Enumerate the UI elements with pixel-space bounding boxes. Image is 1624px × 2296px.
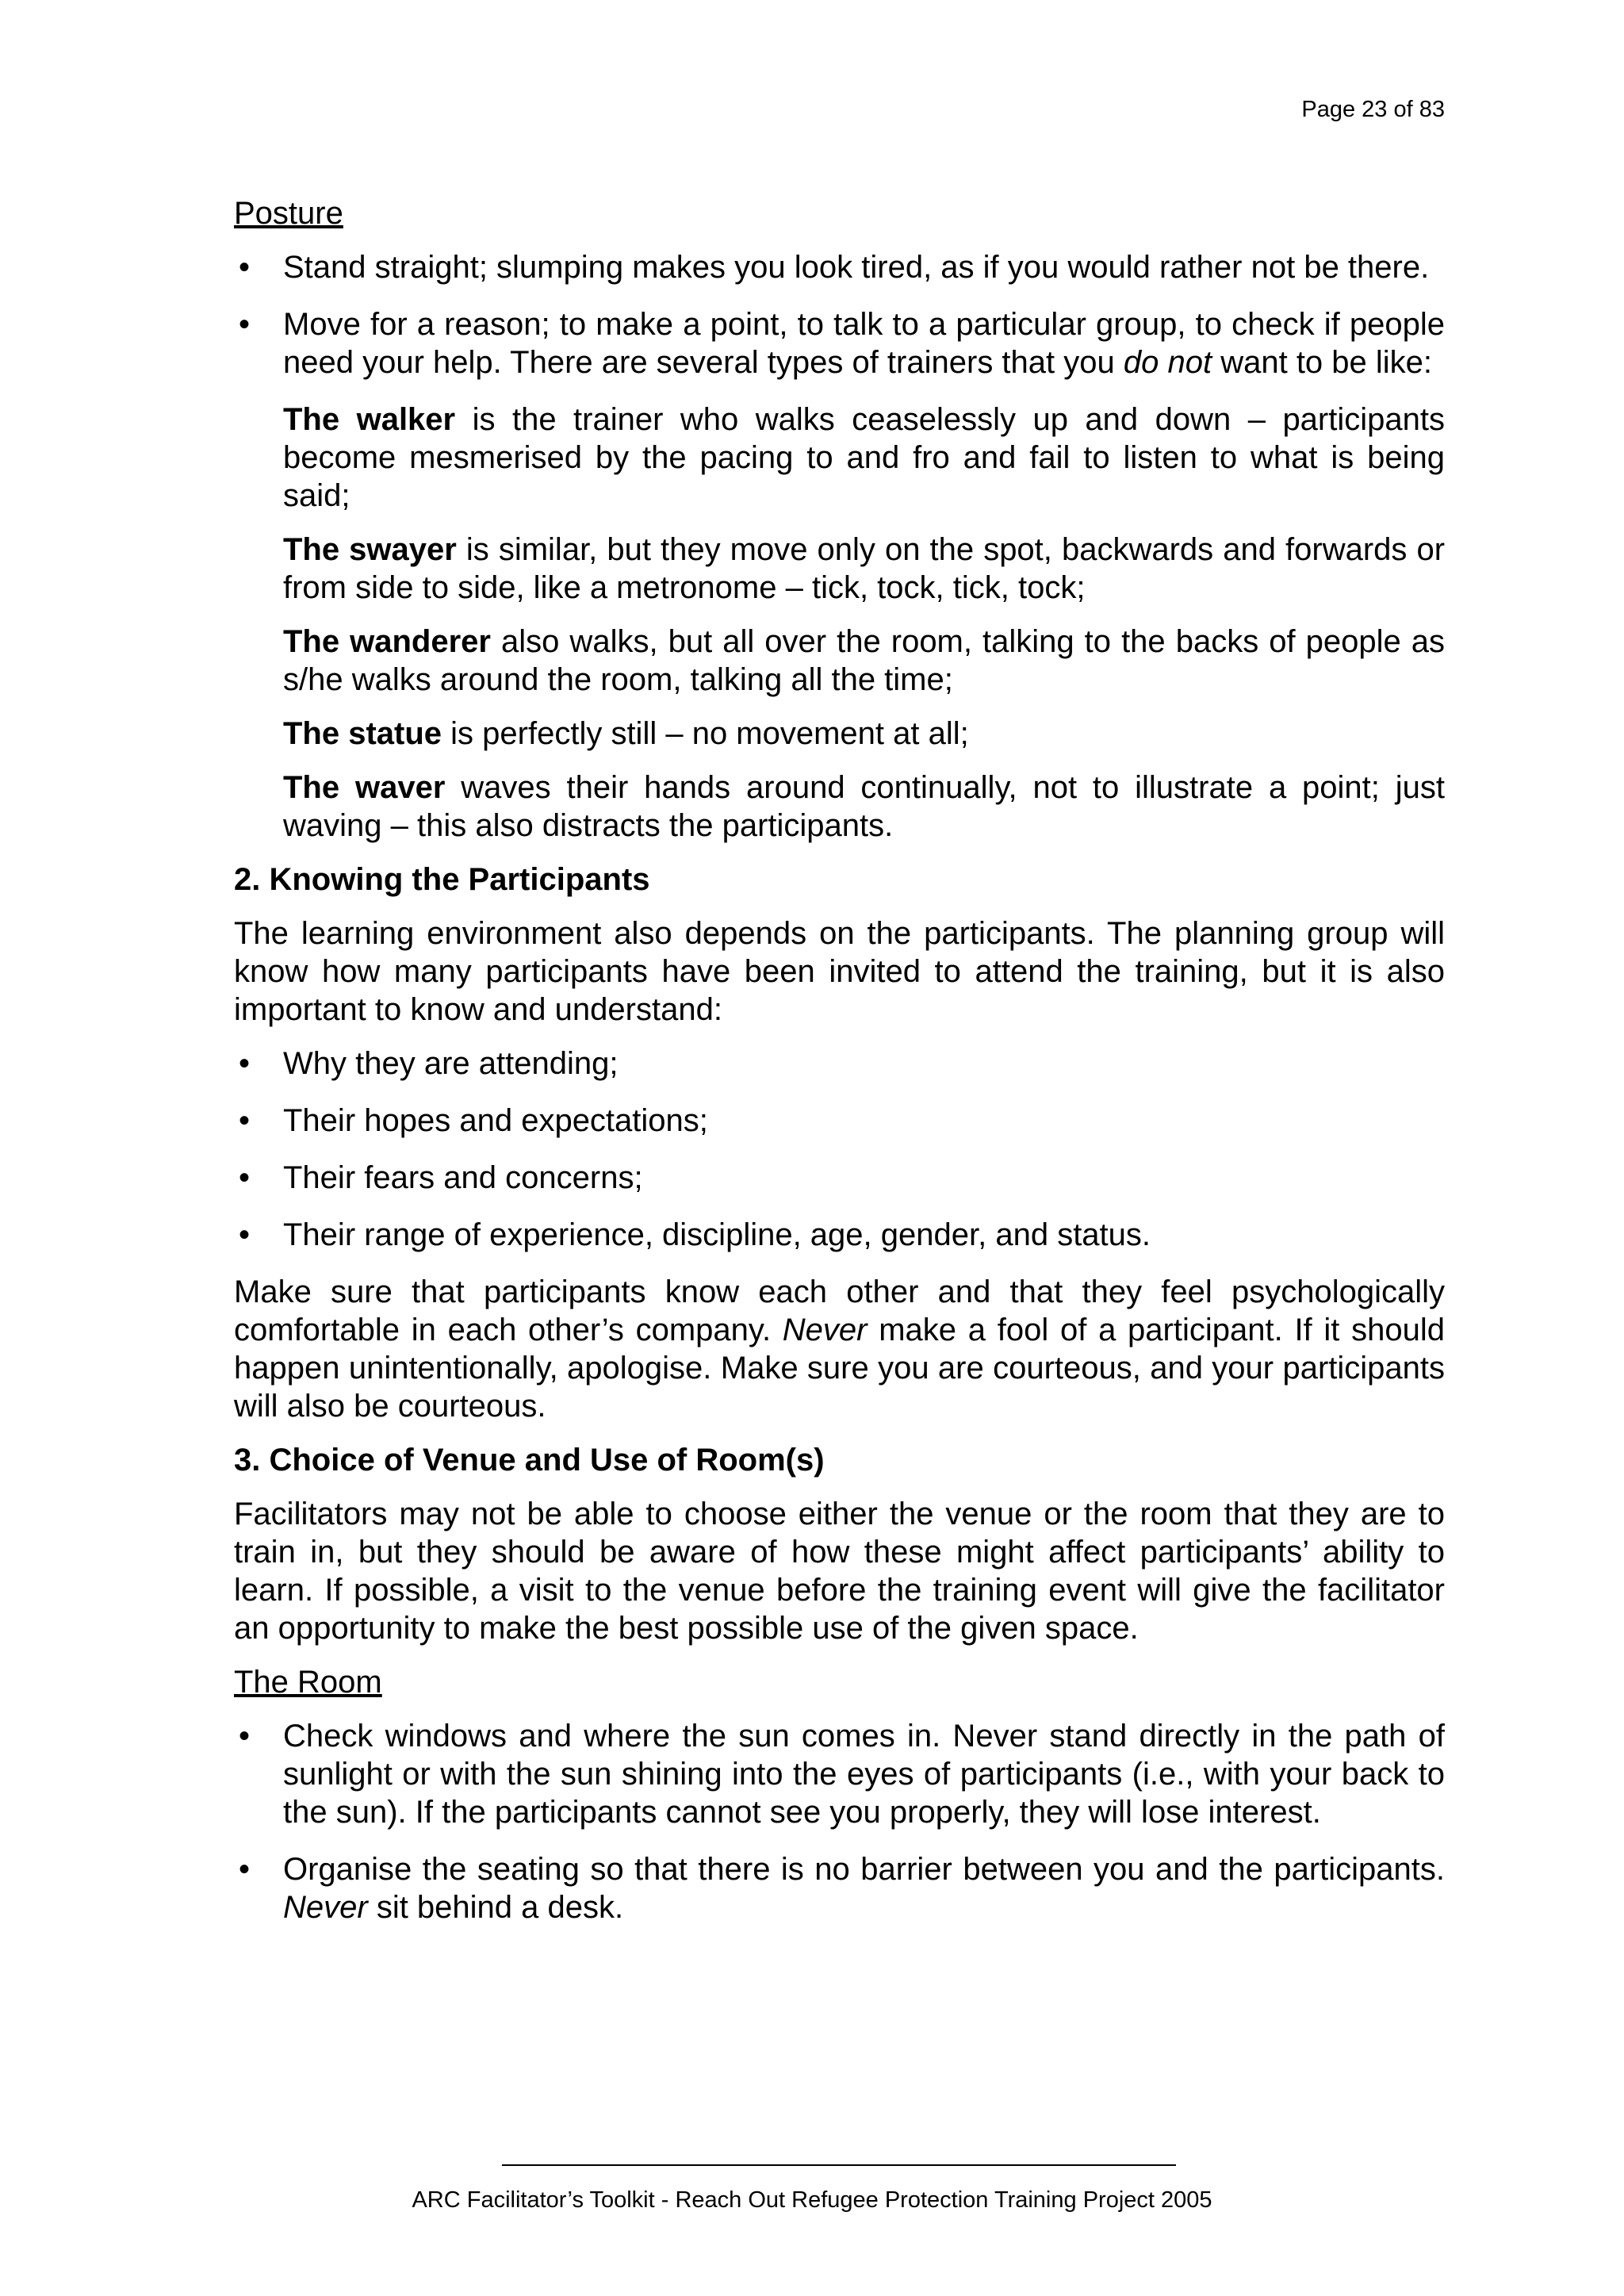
section-3-intro: Facilitators may not be able to choose either the venue or the room that they are to train in, but they should be aware of how these might affect participants’ ability to learn. If possible, a visit to the venue before the training event will give the facilitator an opportunity to make the best possible use of the given space.	[234, 1497, 1445, 1646]
term-description: waves their hands around continually, not to illustrate a point; just waving – this also distracts the participants.	[283, 770, 1446, 843]
term-description: is perfectly still – no movement at all;	[442, 716, 969, 751]
footer-divider	[502, 2164, 1176, 2166]
room-list	[234, 1717, 1445, 1926]
emphasis: do not	[1123, 345, 1212, 380]
term-description: is similar, but they move only on the spot, backwards and forwards or from side to side, like a metronome – tick, tock, tick, tock;	[283, 532, 1446, 605]
room-heading: The Room	[234, 1665, 382, 1700]
paragraph-text: Make sure that participants know each other and that they feel psychologically comfortable in each other’s company.	[234, 1274, 1445, 1347]
posture-bullet-2	[234, 305, 1445, 381]
emphasis: Never	[283, 1890, 368, 1925]
posture-list	[234, 248, 1445, 381]
list-item: • Their range of experience, discipline, age, gender, and status.	[234, 1216, 1445, 1254]
bullet-text: Move for a reason; to make a point, to talk to a particular group, to check if people need your help. There are several types of trainers that you	[283, 307, 1445, 380]
trainer-type-wanderer	[283, 623, 1445, 699]
trainer-type-waver	[283, 769, 1445, 845]
posture-heading: Posture	[234, 196, 343, 231]
document-body	[234, 194, 1445, 1945]
term-description: also walks, but all over the room, talking to the backs of people as s/he walks around the room, talking all the time;	[283, 624, 1445, 697]
trainer-type-statue	[283, 715, 1445, 753]
term: The statue	[283, 716, 442, 751]
page-number: Page 23 of 83	[1301, 97, 1445, 122]
paragraph-text: make a fool of a participant. If it should happen unintentionally, apologise. Make sure you are courteous, and your participants will also be courteous.	[234, 1313, 1446, 1424]
term: The waver	[283, 770, 446, 805]
term: The wanderer	[283, 624, 491, 659]
trainer-type-swayer	[283, 531, 1445, 607]
list-item: • Why they are attending;	[234, 1045, 1445, 1083]
list-item: • Their hopes and expectations;	[234, 1102, 1445, 1140]
section-2-heading: 2. Knowing the Participants	[234, 862, 650, 897]
trainer-type-walker	[283, 401, 1445, 515]
section-2-intro: The learning environment also depends on the participants. The planning group will know how many participants have been invited to attend the training, but it is also important to know and understand:	[234, 916, 1445, 1027]
bullet-text: sit behind a desk.	[367, 1890, 624, 1925]
list-item: • Their fears and concerns;	[234, 1159, 1445, 1197]
footer-text: ARC Facilitator’s Toolkit - Reach Out Refugee Protection Training Project 2005	[412, 2187, 1212, 2213]
term: The swayer	[283, 532, 457, 567]
bullet-text: Organise the seating so that there is no barrier between you and the participants.	[283, 1852, 1445, 1887]
participant-list	[234, 1045, 1445, 1254]
posture-bullet-1: • Stand straight; slumping makes you look tired, as if you would rather not be there.	[234, 248, 1445, 286]
term-description: is the trainer who walks ceaselessly up and down – participants become mesmerised by the pacing to and fro and fail to listen to what is being said;	[283, 402, 1445, 513]
term: The walker	[283, 402, 456, 437]
emphasis: Never	[782, 1313, 868, 1347]
bullet-text: want to be like:	[1212, 345, 1433, 380]
room-bullet-2	[234, 1850, 1445, 1926]
section-3-heading: 3. Choice of Venue and Use of Room(s)	[234, 1443, 825, 1478]
room-bullet-1: • Check windows and where the sun comes in. Never stand directly in the path of sunlight or with the sun shining into the eyes of participants (i.e., with your back to the sun). If the participants cannot see you properly, they will lose interest.	[234, 1717, 1445, 1831]
section-2-paragraph	[234, 1273, 1445, 1425]
